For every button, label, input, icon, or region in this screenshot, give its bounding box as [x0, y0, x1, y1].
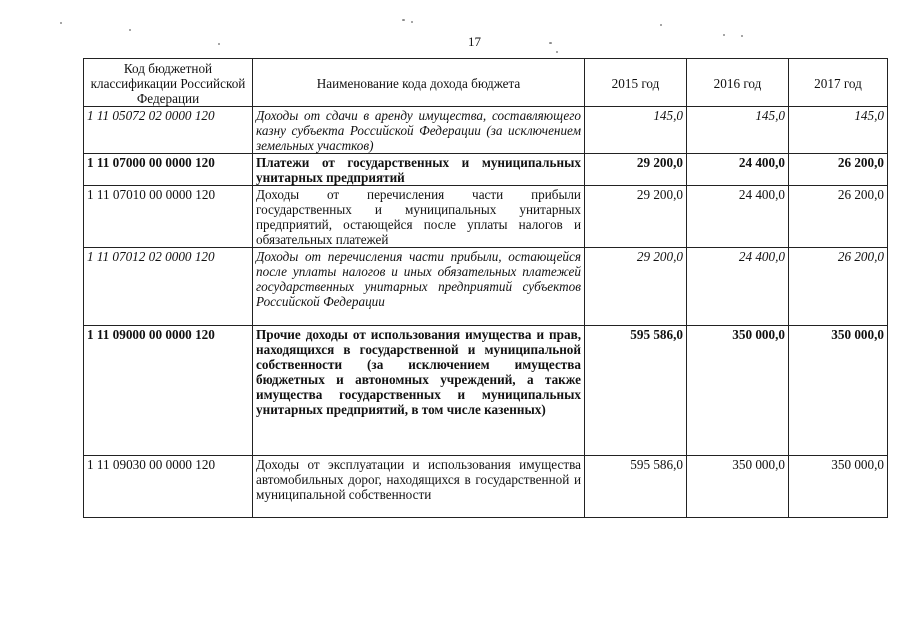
row-value-2017: 350 000,0 [789, 456, 888, 518]
header-budget-code: Код бюджетной классификации Российской Федерации [84, 59, 253, 107]
table-row [84, 248, 888, 326]
row-value-2015: 595 586,0 [585, 326, 687, 456]
table-header-row [84, 59, 888, 107]
row-code: 1 11 07010 00 0000 120 [84, 186, 253, 248]
row-value-2016: 24 400,0 [687, 186, 789, 248]
scan-speck [411, 21, 413, 23]
row-value-2017: 26 200,0 [789, 248, 888, 326]
row-value-2015: 29 200,0 [585, 186, 687, 248]
row-value-2016: 350 000,0 [687, 326, 789, 456]
row-name: Прочие доходы от использования имущества и прав, находящихся в государственной и муниципальной собственности (за исключением имущества бюджетных и автономных учреждений, а также имущества государственных и муниципальных унитарных предприятий, в том числе казенных) [253, 326, 585, 456]
scan-speck [741, 35, 743, 37]
scan-speck [60, 22, 62, 24]
scan-speck [660, 24, 662, 26]
row-value-2015: 145,0 [585, 107, 687, 154]
row-value-2016: 145,0 [687, 107, 789, 154]
row-code: 1 11 09000 00 0000 120 [84, 326, 253, 456]
row-code: 1 11 07012 02 0000 120 [84, 248, 253, 326]
header-year-2017: 2017 год [789, 59, 888, 107]
header-year-2016: 2016 год [687, 59, 789, 107]
row-code: 1 11 07000 00 0000 120 [84, 154, 253, 186]
row-value-2017: 26 200,0 [789, 154, 888, 186]
header-year-2015: 2015 год [585, 59, 687, 107]
row-name: Доходы от перечисления части прибыли, остающейся после уплаты налогов и иных обязательных платежей государственных унитарных предприятий субъектов Российской Федерации [253, 248, 585, 326]
header-revenue-name: Наименование кода дохода бюджета [253, 59, 585, 107]
row-value-2016: 350 000,0 [687, 456, 789, 518]
scan-speck [129, 29, 131, 31]
row-value-2015: 595 586,0 [585, 456, 687, 518]
row-value-2017: 145,0 [789, 107, 888, 154]
table-row [84, 456, 888, 518]
row-name: Доходы от эксплуатации и использования имущества автомобильных дорог, находящихся в государственной и муниципальной собственности [253, 456, 585, 518]
scan-speck [218, 43, 220, 45]
row-value-2015: 29 200,0 [585, 248, 687, 326]
row-value-2016: 24 400,0 [687, 154, 789, 186]
row-code: 1 11 05072 02 0000 120 [84, 107, 253, 154]
row-value-2017: 350 000,0 [789, 326, 888, 456]
row-name: Доходы от сдачи в аренду имущества, составляющего казну субъекта Российской Федерации (за исключением земельных участков) [253, 107, 585, 154]
row-value-2016: 24 400,0 [687, 248, 789, 326]
scan-speck [549, 42, 552, 44]
row-name: Платежи от государственных и муниципальных унитарных предприятий [253, 154, 585, 186]
scan-speck [402, 19, 405, 21]
budget-revenue-table [83, 58, 888, 518]
row-code: 1 11 09030 00 0000 120 [84, 456, 253, 518]
scan-speck [556, 51, 558, 53]
row-value-2015: 29 200,0 [585, 154, 687, 186]
row-name: Доходы от перечисления части прибыли государственных и муниципальных унитарных предприятий, остающейся после уплаты налогов и обязательных платежей [253, 186, 585, 248]
table-row [84, 186, 888, 248]
table-row [84, 154, 888, 186]
page-number: 17 [468, 34, 481, 49]
table-row [84, 107, 888, 154]
row-value-2017: 26 200,0 [789, 186, 888, 248]
table-row [84, 326, 888, 456]
scan-speck [723, 34, 725, 36]
